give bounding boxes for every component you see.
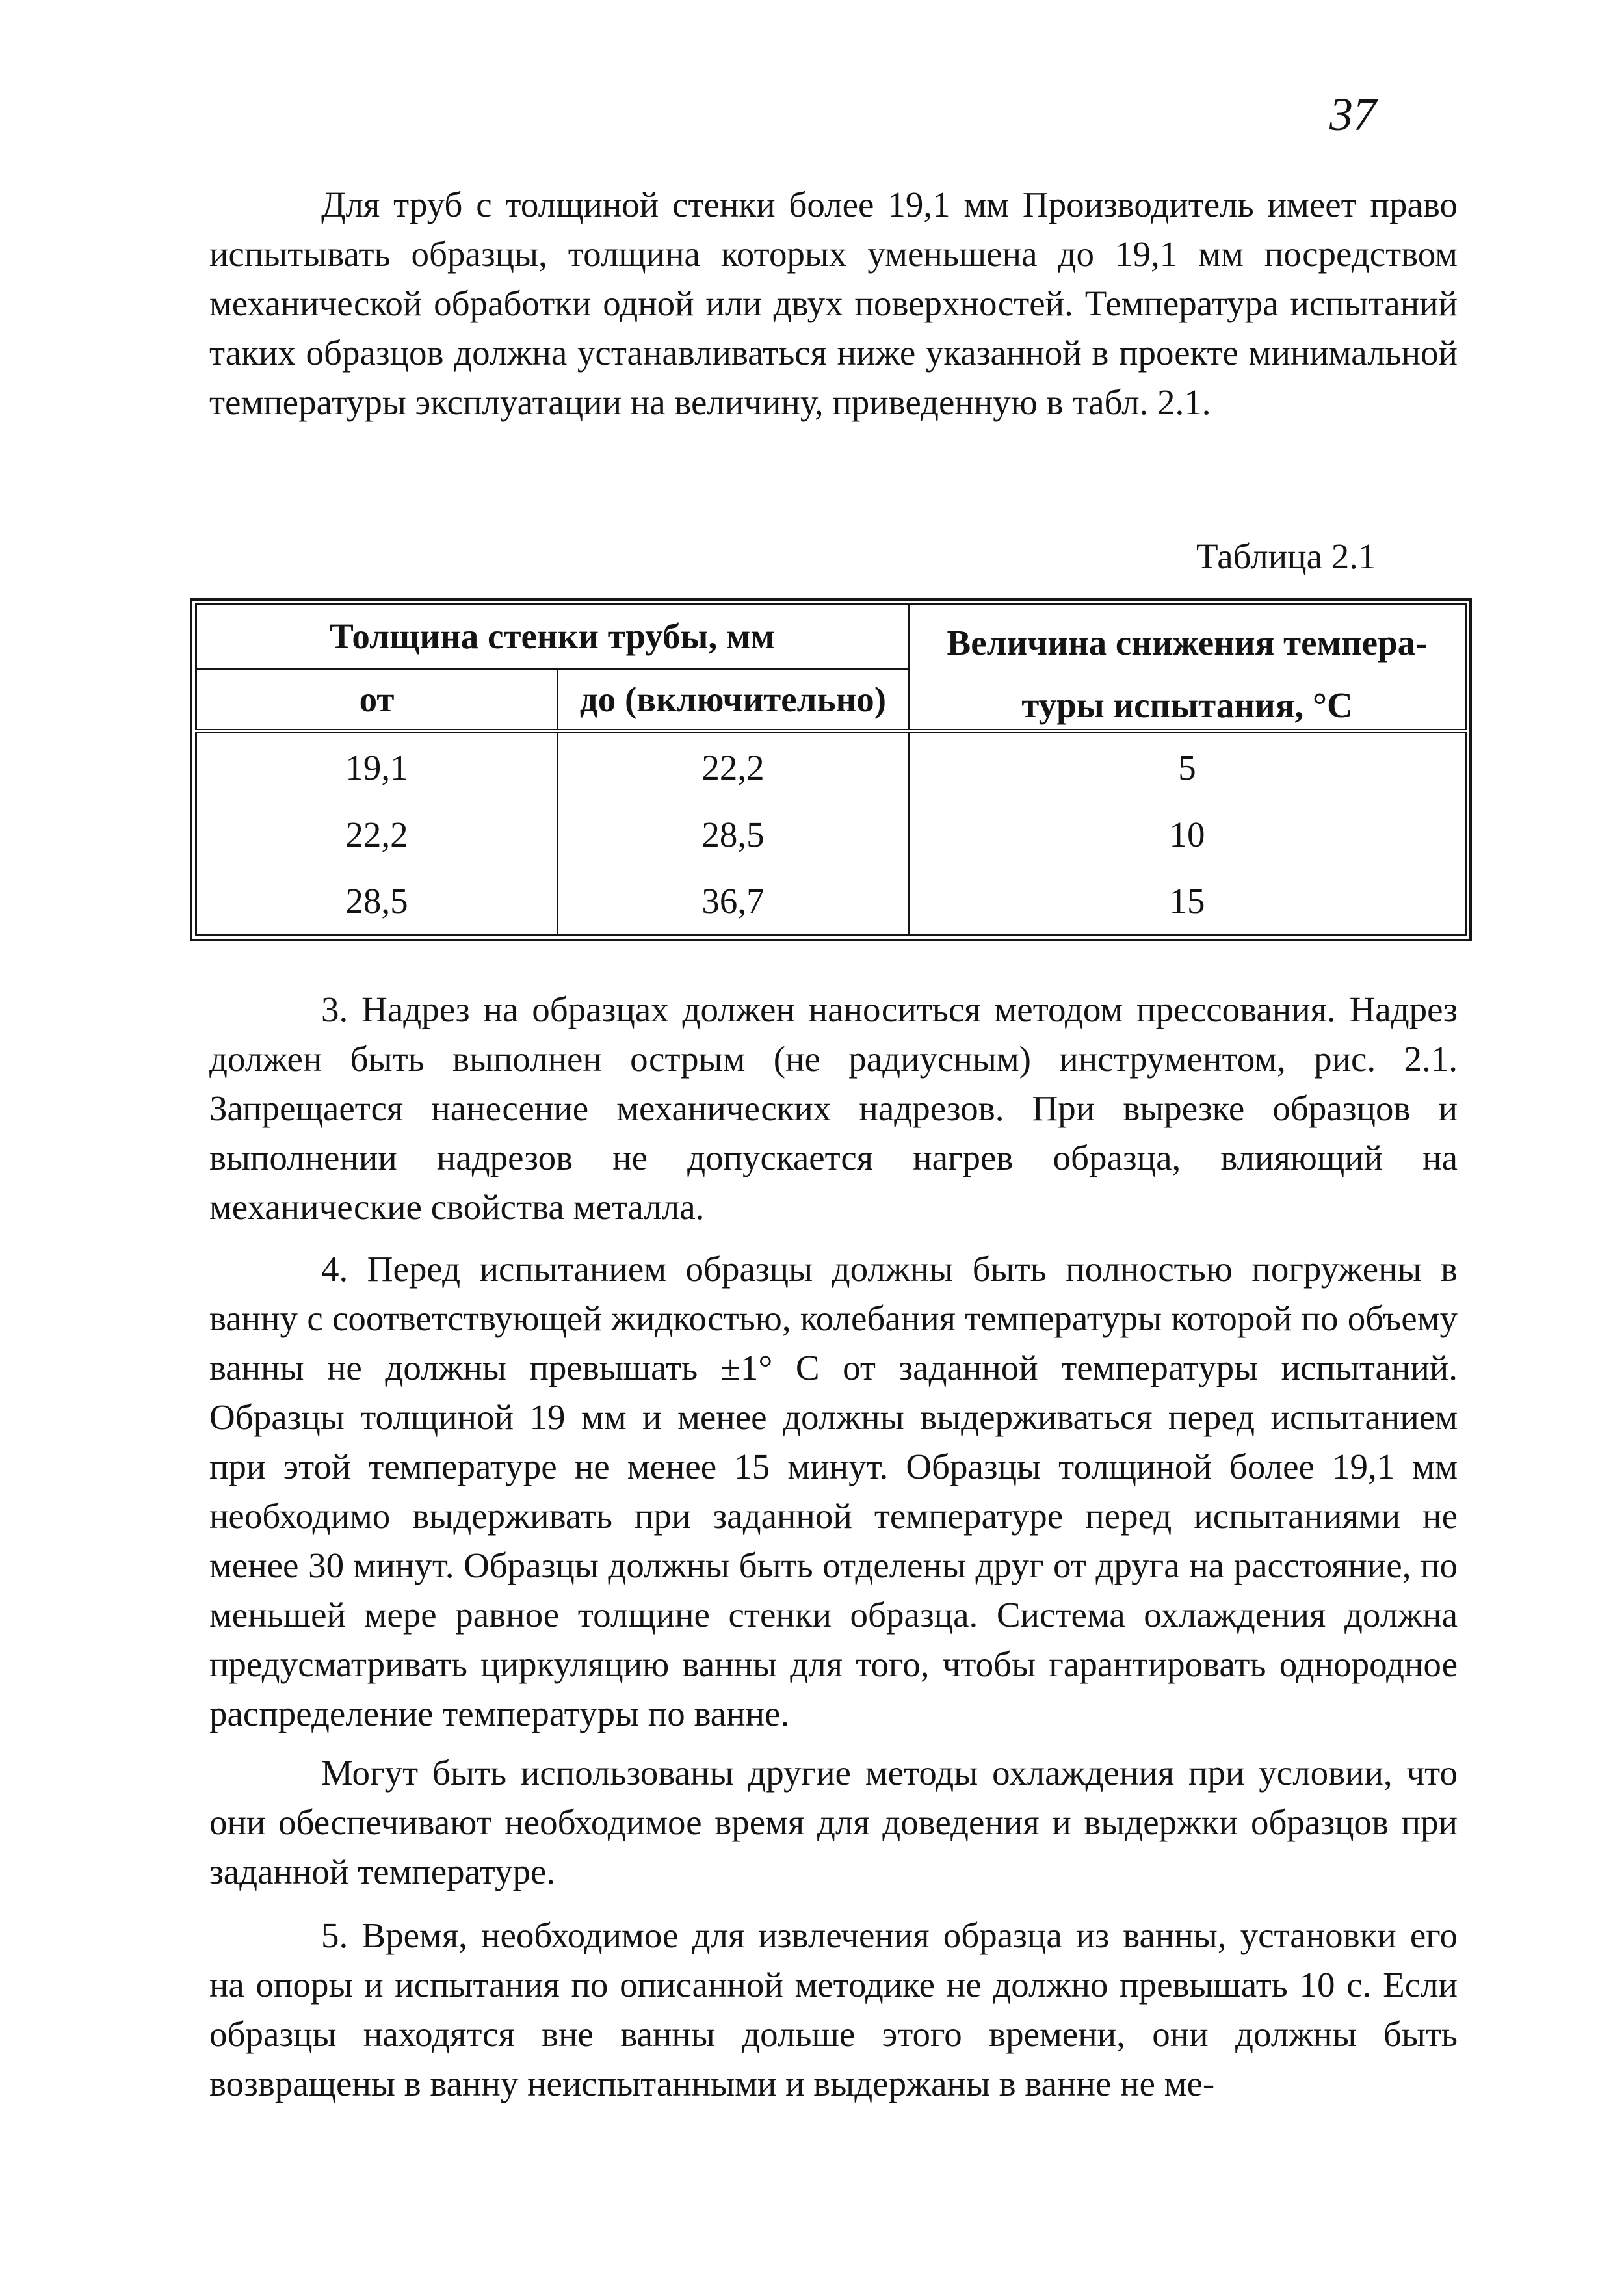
cell-from: 28,5	[196, 867, 558, 935]
temperature-reduction-table	[190, 598, 1472, 941]
header-temperature-reduction	[909, 605, 1466, 731]
table-header-row-1	[196, 605, 1466, 669]
table-row	[196, 731, 1466, 802]
table-grid	[195, 603, 1467, 936]
cell-reduction: 10	[909, 801, 1466, 867]
page-number: 37	[1329, 88, 1376, 140]
header-from: от	[196, 669, 558, 731]
header-temperature-reduction-line-2: туры испытания, °С	[1021, 685, 1353, 725]
cell-from: 19,1	[196, 731, 558, 802]
cell-to: 22,2	[558, 731, 909, 802]
paragraph-thick-wall-specimens: Для труб с толщиной стенки более 19,1 мм Производитель имеет право испытывать образцы, толщина которых уменьшена до 19,1 мм посредством механической обработки одной или двух поверхностей. Температура испытаний таких образцов должна устанавливаться ниже указанной в проекте минимальной температуры эксплуатации на величину, приведенную в табл. 2.1.	[209, 185, 1458, 422]
paragraph-item-4-bath: 4. Перед испытанием образцы должны быть полностью погружены в ванну с соответствующей жидкостью, колебания температуры которой по объему ванны не должны превышать ±1° С от заданной температуры испытаний. Образцы толщиной 19 мм и менее должны выдерживаться перед испытанием при этой температуре не менее 15 минут. Образцы толщиной более 19,1 мм необходимо выдерживать при заданной температуре перед испытаниями не менее 30 минут. Образцы должны быть отделены друг от друга на расстояние, по меньшей мере равное толщине стенки образца. Система охлаждения должна предусматривать циркуляцию ванны для того, чтобы гарантировать однородное распределение температуры по ванне.	[209, 1249, 1458, 1733]
paragraph-item-5-time: 5. Время, необходимое для извлечения образца из ванны, установки его на опоры и испытания по описанной методике не должно превышать 10 с. Если образцы находятся вне ванны дольше этого времени, они должны быть возвращены в ванну неиспытанными и выдержаны в ванне не ме-	[209, 1915, 1458, 2103]
table-caption: Таблица 2.1	[1196, 536, 1376, 576]
table-row	[196, 801, 1466, 867]
paragraph-cooling-methods: Могут быть использованы другие методы охлаждения при условии, что они обеспечивают необходимое время для доведения и выдержки образцов при заданной температуре.	[209, 1753, 1458, 1891]
header-wall-thickness: Толщина стенки трубы, мм	[196, 605, 909, 669]
header-to-inclusive: до (включительно)	[558, 669, 909, 731]
cell-to: 28,5	[558, 801, 909, 867]
table-row	[196, 867, 1466, 935]
paragraph-item-3-notch: 3. Надрез на образцах должен наноситься методом прессования. Надрез должен быть выполнен острым (не радиусным) инструментом, рис. 2.1. Запрещается нанесение механических надрезов. При вырезке образцов и выполнении надрезов не допускается нагрев образца, влияющий на механические свойства металла.	[209, 990, 1458, 1227]
cell-reduction: 5	[909, 731, 1466, 802]
cell-reduction: 15	[909, 867, 1466, 935]
header-temperature-reduction-line-1: Величина снижения темпера-	[947, 623, 1428, 663]
cell-from: 22,2	[196, 801, 558, 867]
cell-to: 36,7	[558, 867, 909, 935]
